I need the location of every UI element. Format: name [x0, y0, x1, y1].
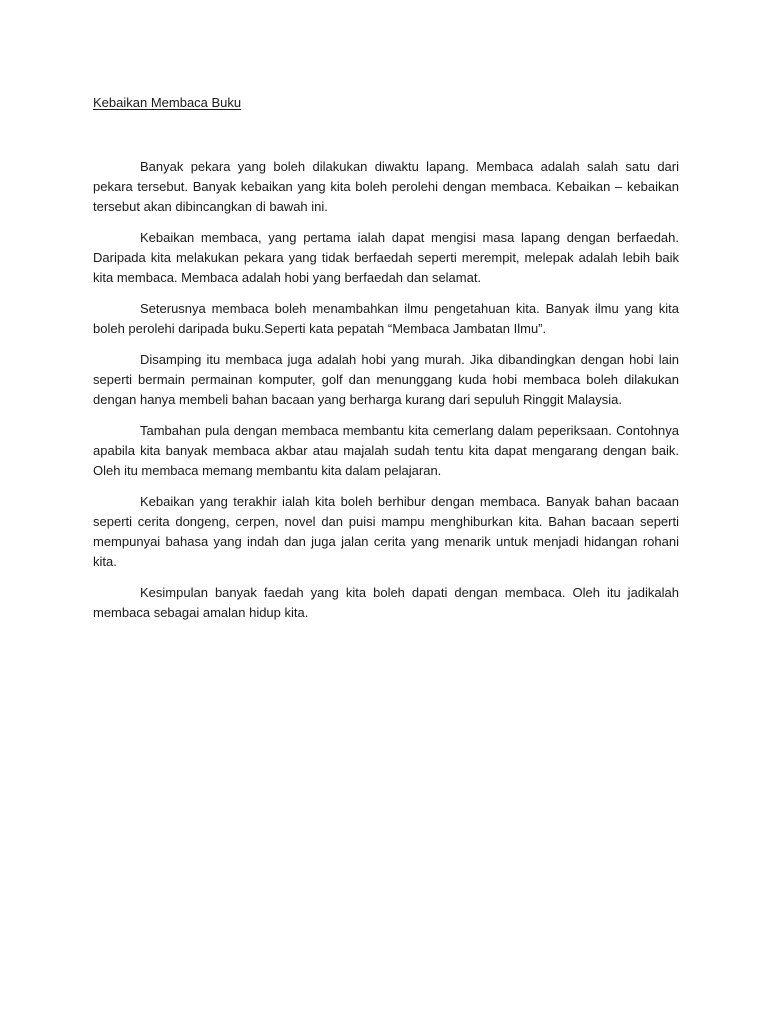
document-title: Kebaikan Membaca Buku [93, 95, 242, 110]
paragraph-cheap-hobby: Disamping itu membaca juga adalah hobi yang murah. Jika dibandingkan dengan hobi lain seperti bermain permainan komputer, golf dan menunggang kuda hobi membaca boleh dilakukan dengan hanya membeli bahan bacaan yang berharga kurang dari sepuluh Ringgit Malaysia. [93, 352, 679, 407]
paragraph-knowledge: Seterusnya membaca boleh menambahkan ilmu pengetahuan kita. Banyak ilmu yang kita boleh perolehi daripada buku.Seperti kata pepatah “Membaca Jambatan Ilmu”. [93, 301, 679, 336]
document-body [93, 157, 679, 634]
paragraph-first-benefit: Kebaikan membaca, yang pertama ialah dapat mengisi masa lapang dengan berfaedah. Daripada kita melakukan pekara yang tidak berfaedah seperti merempit, melepak adalah lebih baik kita membaca. Membaca adalah hobi yang berfaedah dan selamat. [93, 230, 679, 285]
paragraph-conclusion: Kesimpulan banyak faedah yang kita boleh dapati dengan membaca. Oleh itu jadikalah membaca sebagai amalan hidup kita. [93, 585, 679, 620]
paragraph-exams: Tambahan pula dengan membaca membantu kita cemerlang dalam peperiksaan. Contohnya apabila kita banyak membaca akbar atau majalah sudah tentu kita dapat mengarang dengan baik. Oleh itu membaca memang membantu kita dalam pelajaran. [93, 423, 679, 478]
paragraph-entertainment: Kebaikan yang terakhir ialah kita boleh berhibur dengan membaca. Banyak bahan bacaan seperti cerita dongeng, cerpen, novel dan puisi mampu menghiburkan kita. Bahan bacaan seperti mempunyai bahasa yang indah dan juga jalan cerita yang menarik untuk menjadi hidangan rohani kita. [93, 494, 679, 569]
paragraph-intro: Banyak pekara yang boleh dilakukan diwaktu lapang. Membaca adalah salah satu dari pekara tersebut. Banyak kebaikan yang kita boleh perolehi dengan membaca. Kebaikan – kebaikan tersebut akan dibincangkan di bawah ini. [93, 159, 679, 214]
